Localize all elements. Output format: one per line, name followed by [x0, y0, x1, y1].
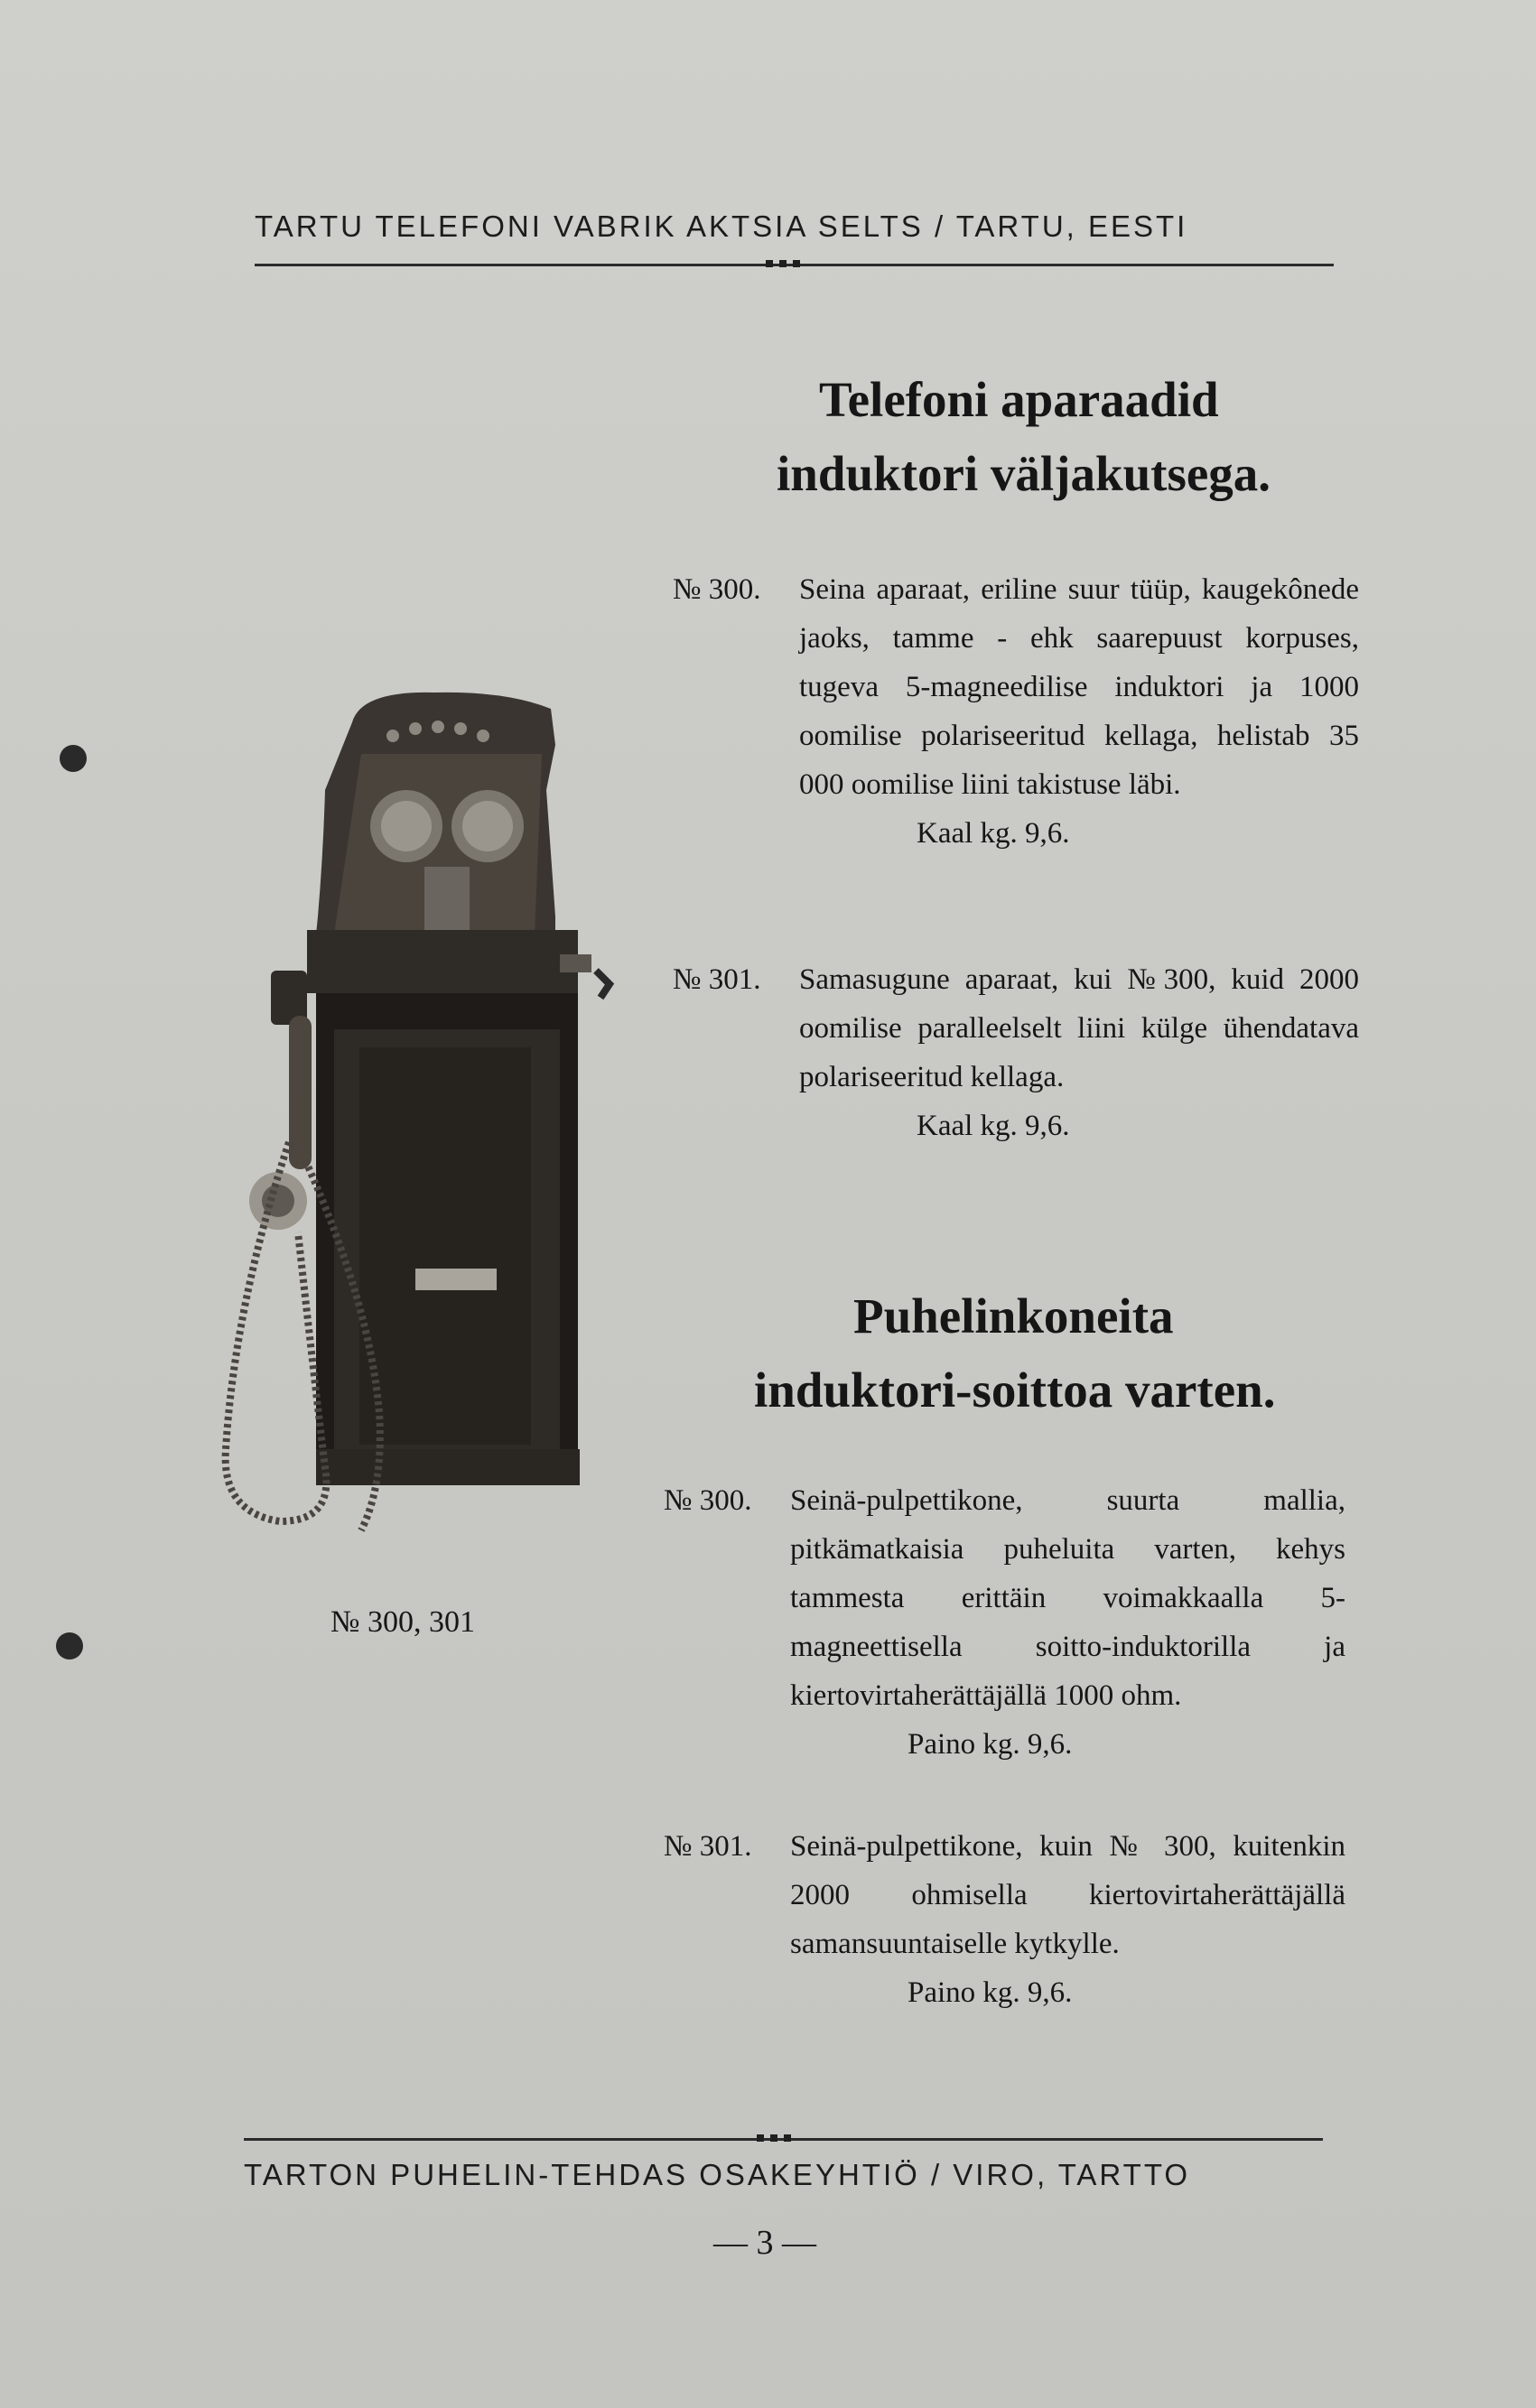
entry-number: № 301. [664, 1830, 752, 1863]
punch-hole [56, 1632, 83, 1660]
entry-text: Seinä-pulpettikone, suurta mallia, pitkämatkaisia puheluita varten, kehys tammesta erittäin voimakkaalla 5-magneettisella soitto-induktorilla ja kiertovirtaherättäjällä 1000 ohm. [790, 1484, 1345, 1712]
entry-description [799, 565, 1359, 858]
telephone-image [199, 673, 668, 1594]
header-company-line: TARTU TELEFONI VABRIK AKTSIA SELTS / TARTU, EESTI [255, 209, 1188, 243]
entry-weight: Paino kg. 9,6. [908, 1976, 1073, 2009]
entry-weight: Paino kg. 9,6. [908, 1728, 1073, 1761]
punch-hole [60, 745, 87, 772]
title-line-1: Telefoni aparaadid [819, 372, 1219, 427]
subtitle-line-2: induktori-soittoa varten. [754, 1362, 1276, 1418]
entry-number: № 300. [664, 1484, 752, 1517]
entry-text: Seinä-pulpettikone, kuin № 300, kuitenkin 2000 ohmisella kiertovirtaherättäjällä samansuuntaiselle kytkylle. [790, 1830, 1345, 1960]
footer-company-line: TARTON PUHELIN-TEHDAS OSAKEYHTIÖ / VIRO, TARTTO [244, 2158, 1191, 2191]
entry-number: № 300. [673, 573, 761, 606]
entry-text: Samasugune aparaat, kui №300, kuid 2000 oomilise paralleelselt liini külge ühendatava polariseeritud kellaga. [799, 963, 1359, 1093]
entry-number: № 301. [673, 963, 761, 996]
entry-description [799, 955, 1359, 1150]
rule-ornament [766, 259, 800, 268]
subtitle-line-1: Puhelinkoneita [853, 1288, 1174, 1343]
entry-description [790, 1822, 1345, 2017]
rule-ornament [757, 2134, 791, 2143]
entry-text: Seina aparaat, eriline suur tüüp, kaugekônede jaoks, tamme - ehk saarepuust korpuses, tugeva 5-magneedilise induktori ja 1000 oomilise polariseeritud kellaga, helistab 35 000 oomilise liini takistuse läbi. [799, 573, 1359, 801]
page-number: — 3 — [713, 2224, 816, 2262]
image-caption: № 300, 301 [330, 1605, 475, 1639]
entry-weight: Kaal kg. 9,6. [917, 1110, 1070, 1142]
entry-weight: Kaal kg. 9,6. [917, 817, 1070, 850]
entry-description [790, 1476, 1345, 1769]
title-line-2: induktori väljakutsega. [777, 446, 1271, 501]
